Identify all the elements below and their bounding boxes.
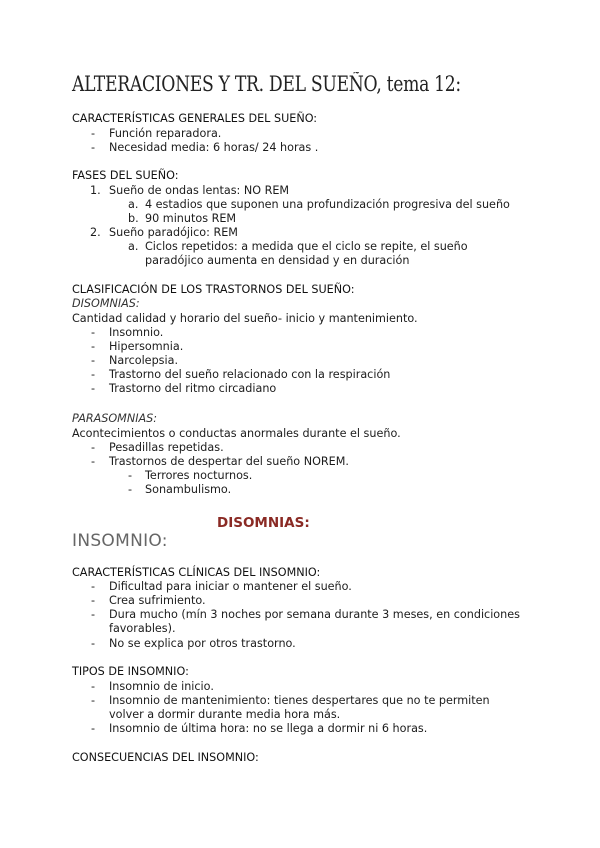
disomnias-description: Cantidad calidad y horario del sueño- inicio y mantenimiento.: [72, 312, 418, 325]
list-item: Trastornos de despertar del sueño NOREM.: [109, 455, 349, 468]
heading-classification: CLASIFICACIÓN DE LOS TRASTORNOS DEL SUEÑO:: [72, 283, 355, 296]
list-item: Insomnio de última hora: no se llega a dormir ni 6 horas.: [109, 722, 428, 735]
bullet: -: [91, 127, 96, 140]
page-title: ALTERACIONES Y TR. DEL SUEÑO, tema 12:: [72, 72, 461, 96]
bullet: -: [91, 722, 96, 735]
bullet: -: [91, 382, 96, 395]
bullet: -: [91, 340, 96, 353]
list-item: Ciclos repetidos: a medida que el ciclo se repite, el sueño: [145, 240, 468, 253]
heading-sleep-phases: FASES DEL SUEÑO:: [72, 169, 179, 182]
bullet: -: [91, 680, 96, 693]
list-item: Crea sufrimiento.: [109, 594, 206, 607]
list-item: 4 estadios que suponen una profundización progresiva del sueño: [145, 198, 510, 211]
bullet: -: [91, 326, 96, 339]
list-item: Insomnio de inicio.: [109, 680, 214, 693]
list-item: Insomnio.: [109, 326, 164, 339]
list-number: 1.: [90, 184, 101, 197]
list-item: Sueño paradójico: REM: [109, 226, 238, 239]
list-item: Trastorno del ritmo circadiano: [109, 382, 277, 395]
list-item: Pesadillas repetidas.: [109, 441, 224, 454]
list-letter: a.: [128, 240, 139, 253]
list-item: 90 minutos REM: [145, 212, 237, 225]
label-parasomnias: PARASOMNIAS:: [72, 412, 158, 425]
list-item: No se explica por otros trastorno.: [109, 637, 296, 650]
list-item-continuation: favorables).: [109, 622, 176, 635]
section-title-disomnias: DISOMNIAS:: [217, 515, 310, 531]
list-item: Insomnio de mantenimiento: tienes despertares que no te permiten: [109, 694, 490, 707]
bullet: -: [91, 694, 96, 707]
bullet: -: [91, 354, 96, 367]
list-item: Sonambulismo.: [145, 483, 232, 496]
list-item: Trastorno del sueño relacionado con la respiración: [109, 368, 391, 381]
list-item: Narcolepsia.: [109, 354, 179, 367]
list-item: Dura mucho (mín 3 noches por semana durante 3 meses, en condiciones: [109, 608, 520, 621]
bullet: -: [91, 580, 96, 593]
bullet: -: [91, 608, 96, 621]
list-item-continuation: volver a dormir durante media hora más.: [109, 708, 341, 721]
list-item-continuation: paradójico aumenta en densidad y en duración: [145, 254, 410, 267]
list-letter: b.: [128, 212, 139, 225]
bullet: -: [91, 637, 96, 650]
heading-clinical-characteristics: CARACTERÍSTICAS CLÍNICAS DEL INSOMNIO:: [72, 566, 321, 579]
bullet: -: [128, 469, 133, 482]
bullet: -: [91, 368, 96, 381]
list-item: Función reparadora.: [109, 127, 222, 140]
list-number: 2.: [90, 226, 101, 239]
bullet: -: [128, 483, 133, 496]
label-disomnias: DISOMNIAS:: [72, 297, 140, 310]
list-item: Terrores nocturnos.: [145, 469, 253, 482]
list-item: Hipersomnia.: [109, 340, 184, 353]
heading-general-characteristics: CARACTERÍSTICAS GENERALES DEL SUEÑO:: [72, 112, 318, 125]
list-item: Necesidad media: 6 horas/ 24 horas .: [109, 141, 319, 154]
list-letter: a.: [128, 198, 139, 211]
list-item: Sueño de ondas lentas: NO REM: [109, 184, 290, 197]
bullet: -: [91, 455, 96, 468]
heading-insomnia-types: TIPOS DE INSOMNIO:: [72, 665, 189, 678]
list-item: Dificultad para iniciar o mantener el sueño.: [109, 580, 352, 593]
bullet: -: [91, 141, 96, 154]
heading-consequences: CONSECUENCIAS DEL INSOMNIO:: [72, 751, 259, 764]
parasomnias-description: Acontecimientos o conductas anormales durante el sueño.: [72, 427, 401, 440]
subsection-title-insomnio: INSOMNIO:: [72, 531, 168, 551]
bullet: -: [91, 441, 96, 454]
bullet: -: [91, 594, 96, 607]
